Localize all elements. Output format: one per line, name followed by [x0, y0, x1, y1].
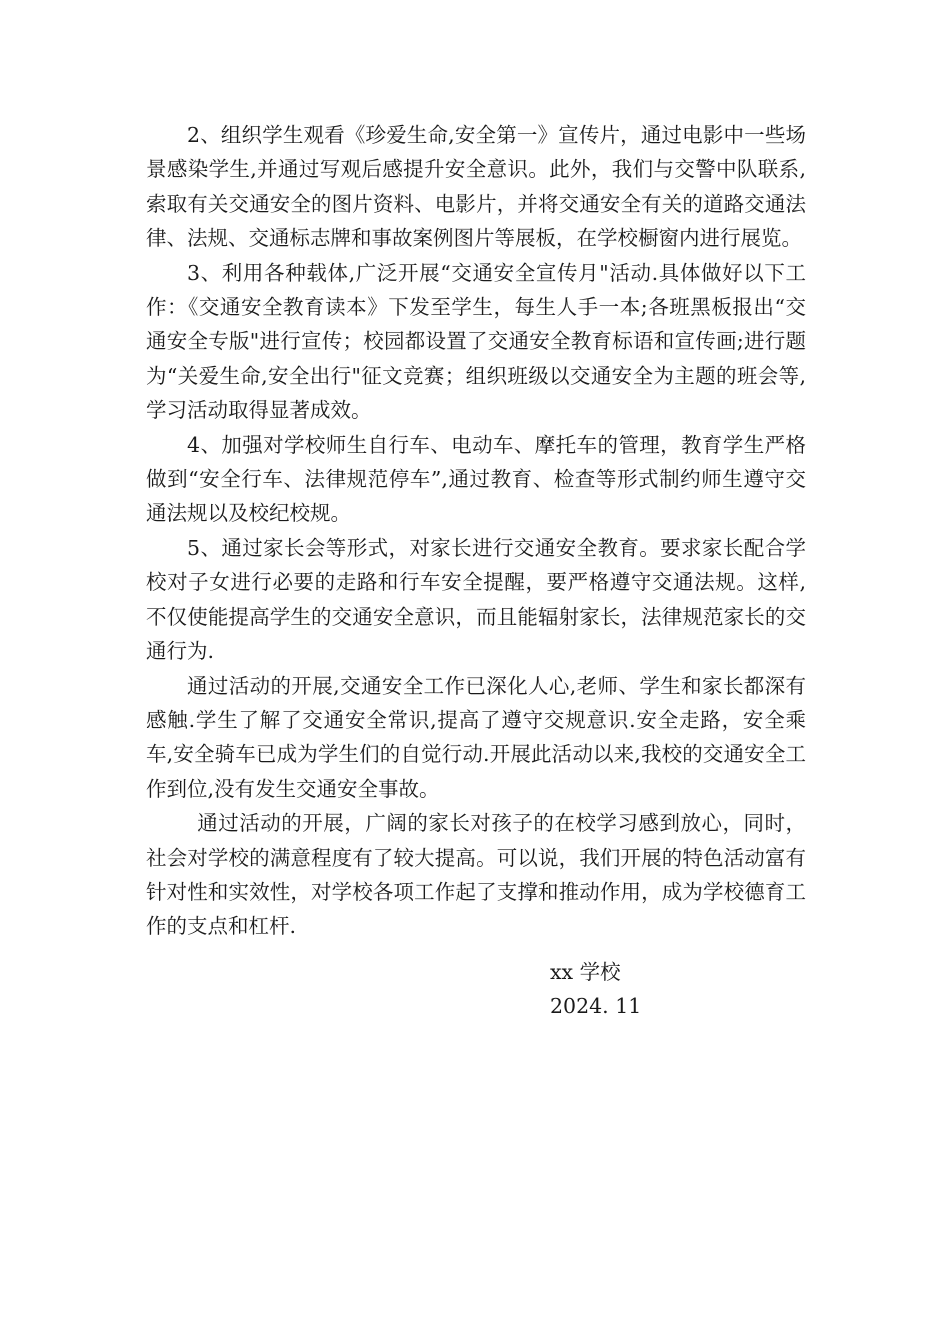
signature-date: 2024. 11 — [550, 994, 642, 1019]
paragraph-item-4: 4、加强对学校师生自行车、电动车、摩托车的管理，教育学生严格做到“安全行车、法律规范停车”,通过教育、检查等形式制约师生遵守交通法规以及校纪校规。 — [146, 432, 806, 526]
signature-block — [550, 955, 641, 1024]
paragraph-summary: 通过活动的开展,交通安全工作已深化人心,老师、学生和家长都深有感触.学生了解了交通安全常识,提高了遵守交规意识.安全走路，安全乘车,安全骑车已成为学生们的自觉行动.开展此活动以来,我校的交通安全工作到位,没有发生交通安全事故。 — [146, 673, 806, 801]
paragraph-item-2: 2、组织学生观看《珍爱生命,安全第一》宣传片，通过电影中一些场景感染学生,并通过写观后感提升安全意识。此外，我们与交警中队联系,索取有关交通安全的图片资料、电影片，并将交通安全有关的道路交通法律、法规、交通标志牌和事故案例图片等展板，在学校橱窗内进行展览。 — [146, 123, 806, 251]
paragraph-conclusion: 通过活动的开展，广阔的家长对孩子的在校学习感到放心，同时，社会对学校的满意程度有了较大提高。可以说，我们开展的特色活动富有针对性和实效性，对学校各项工作起了支撑和推动作用，成为学校德育工作的支点和杠杆. — [146, 811, 806, 939]
paragraph-item-3: 3、利用各种载体,广泛开展“交通安全宣传月"活动.具体做好以下工作：《交通安全教育读本》下发至学生，每生人手一本;各班黑板报出“交通安全专版"进行宣传；校园都设置了交通安全教育标语和宣传画;进行题为“关爱生命,安全出行"征文竞赛；组织班级以交通安全为主题的班会等,学习活动取得显著成效。 — [146, 260, 806, 423]
signature-school: xx 学校 — [550, 960, 621, 984]
paragraph-item-5: 5、通过家长会等形式，对家长进行交通安全教育。要求家长配合学校对子女进行必要的走路和行车安全提醒，要严格遵守交通法规。这样,不仅使能提高学生的交通安全意识，而且能辐射家长，法律规范家长的交通行为. — [146, 535, 806, 664]
document-body — [146, 118, 806, 944]
